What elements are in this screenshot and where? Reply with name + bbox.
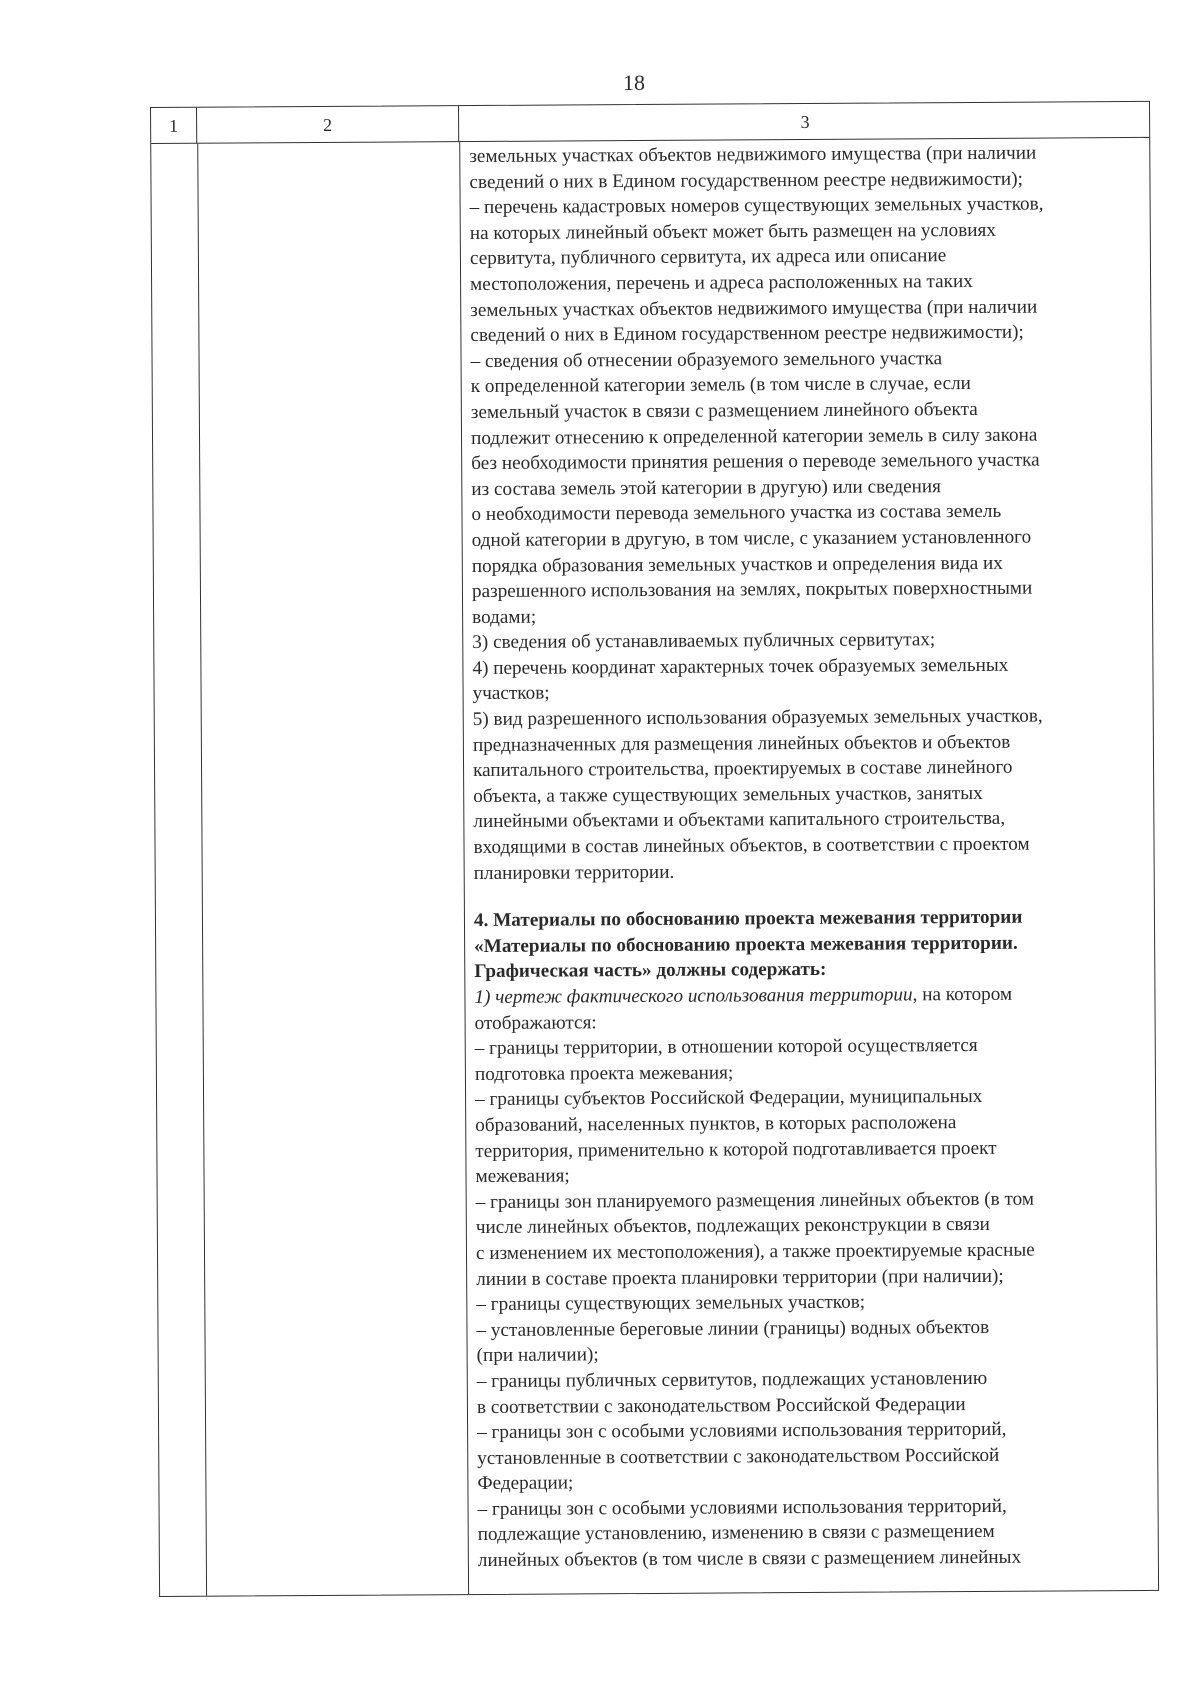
text-line: входящими в состав линейных объектов, в соответствии с проектом <box>473 833 1030 859</box>
header-cell-3: 3 <box>800 111 810 133</box>
text-line: 4. Материалы по обоснованию проекта межевания территории <box>473 906 1023 932</box>
text-line: подлежащие установлению, изменению в связи с размещением <box>477 1521 995 1546</box>
column-divider <box>459 142 469 1594</box>
table-header-row <box>151 102 1149 144</box>
text-line: – границы субъектов Российской Федерации, муниципальных <box>475 1086 983 1111</box>
text-line: порядка образования земельных участков и определения вида их <box>471 552 1003 577</box>
text-line: установленные в соответствии с законодательством Российской <box>477 1444 1000 1469</box>
text-line: 5) вид разрешенного использования образуемых земельных участков, <box>472 705 1043 731</box>
text-line: – сведения об отнесении образуемого земельного участка <box>470 347 943 372</box>
text-line: образований, населенных пунктов, в которых расположена <box>475 1112 957 1137</box>
text-line: на которых линейный объект может быть размещен на условиях <box>469 219 996 244</box>
text-line: (при наличии); <box>476 1344 599 1367</box>
text-line: без необходимости принятия решения о переводе земельного участка <box>471 449 1040 475</box>
text-line: земельный участок в связи с размещением линейного объекта <box>470 398 978 423</box>
text-line: с изменением их местоположения), а также проектируемые красные <box>475 1239 1035 1264</box>
text-line: объекта, а также существующих земельных участков, занятых <box>473 782 983 807</box>
text-line: местоположения, перечень и адреса расположенных на таких <box>470 270 973 296</box>
text-line: о необходимости перевода земельного участка из состава земель <box>471 501 1002 526</box>
text-line: сервитута, публичного сервитута, их адреса или описание <box>469 245 947 270</box>
text-line: межевания; <box>475 1165 570 1188</box>
text-line: Графическая часть» должны содержать: <box>474 959 827 983</box>
text-line: земельных участках объектов недвижимого имущества (при наличии <box>469 142 1037 168</box>
text-line: – перечень кадастровых номеров существующих земельных участков, <box>469 193 1044 219</box>
text-line: 3) сведения об устанавливаемых публичных сервитутах; <box>472 629 936 654</box>
text-line: Федерации; <box>477 1472 574 1495</box>
text-line: – границы зон с особыми условиями использования территорий, <box>477 1418 1007 1444</box>
text-line: 4) перечень координат характерных точек образуемых земельных <box>472 654 1009 679</box>
italic-text: 1) чертеж фактического использования территории <box>474 984 913 1009</box>
text-line: к определенной категории земель (в том числе в случае, если <box>470 373 971 398</box>
page-number: 18 <box>623 70 645 95</box>
text-line: земельных участках объектов недвижимого имущества (при наличии <box>470 296 1038 321</box>
text-line: линейных объектов (в том числе в связи с размещением линейных <box>477 1546 1022 1572</box>
text-line: одной категории в другую, в том числе, с указанием установленного <box>471 526 1032 551</box>
header-cell-2: 2 <box>197 106 459 144</box>
text-line: отображаются: <box>474 1011 597 1034</box>
text-line: – границы публичных сервитутов, подлежащих установлению <box>476 1367 988 1392</box>
text-line: в соответствии с законодательством Российской Федерации <box>476 1393 966 1418</box>
header-cell-1: 1 <box>151 108 197 144</box>
text-line: подготовка проекта межевания; <box>474 1062 734 1085</box>
text-line: – границы зон планируемого размещения линейных объектов (в том <box>475 1188 1035 1213</box>
text-line: – границы существующих земельных участков; <box>476 1291 866 1316</box>
text-line: «Материалы по обоснованию проекта межевания территории. <box>474 932 1018 957</box>
text-line: разрешенного использования на землях, покрытых поверхностными <box>471 577 1033 603</box>
text-line: линии в составе проекта планировки территории (при наличии); <box>476 1265 1004 1290</box>
text-line: – границы зон с особыми условиями использования территорий, <box>477 1495 1007 1520</box>
text-line: подлежит отнесению к определенной категории земель в силу закона <box>470 424 1038 449</box>
text-line: водами; <box>472 606 537 628</box>
text-line: сведений о них в Едином государственном реестре недвижимости); <box>469 168 1023 193</box>
column-divider <box>197 144 207 1596</box>
text-line: участков; <box>472 683 550 705</box>
text-line: линейными объектами и объектами капитального строительства, <box>473 808 1006 833</box>
text-suffix: , на котором <box>912 983 1013 1006</box>
text-line: сведений о них в Едином государственном реестре недвижимости); <box>470 321 1024 347</box>
text-line: территория, применительно к которой подготавливается проект <box>475 1137 997 1162</box>
text-line: капитального строительства, проектируемых в составе линейного <box>472 756 1013 782</box>
text-line: – границы территории, в отношении которой осуществляется <box>474 1035 978 1060</box>
text-line: – установленные береговые линии (границы) водных объектов <box>476 1316 990 1341</box>
text-line: планировки территории. <box>473 861 675 884</box>
text-line: числе линейных объектов, подлежащих реконструкции в связи <box>475 1214 990 1239</box>
document-table <box>150 101 1159 1597</box>
column-3-text <box>469 140 1150 1574</box>
text-line: из состава земель этой категории в другую) или сведения <box>471 475 941 500</box>
text-line: предназначенных для размещения линейных объектов и объектов <box>472 731 1011 756</box>
